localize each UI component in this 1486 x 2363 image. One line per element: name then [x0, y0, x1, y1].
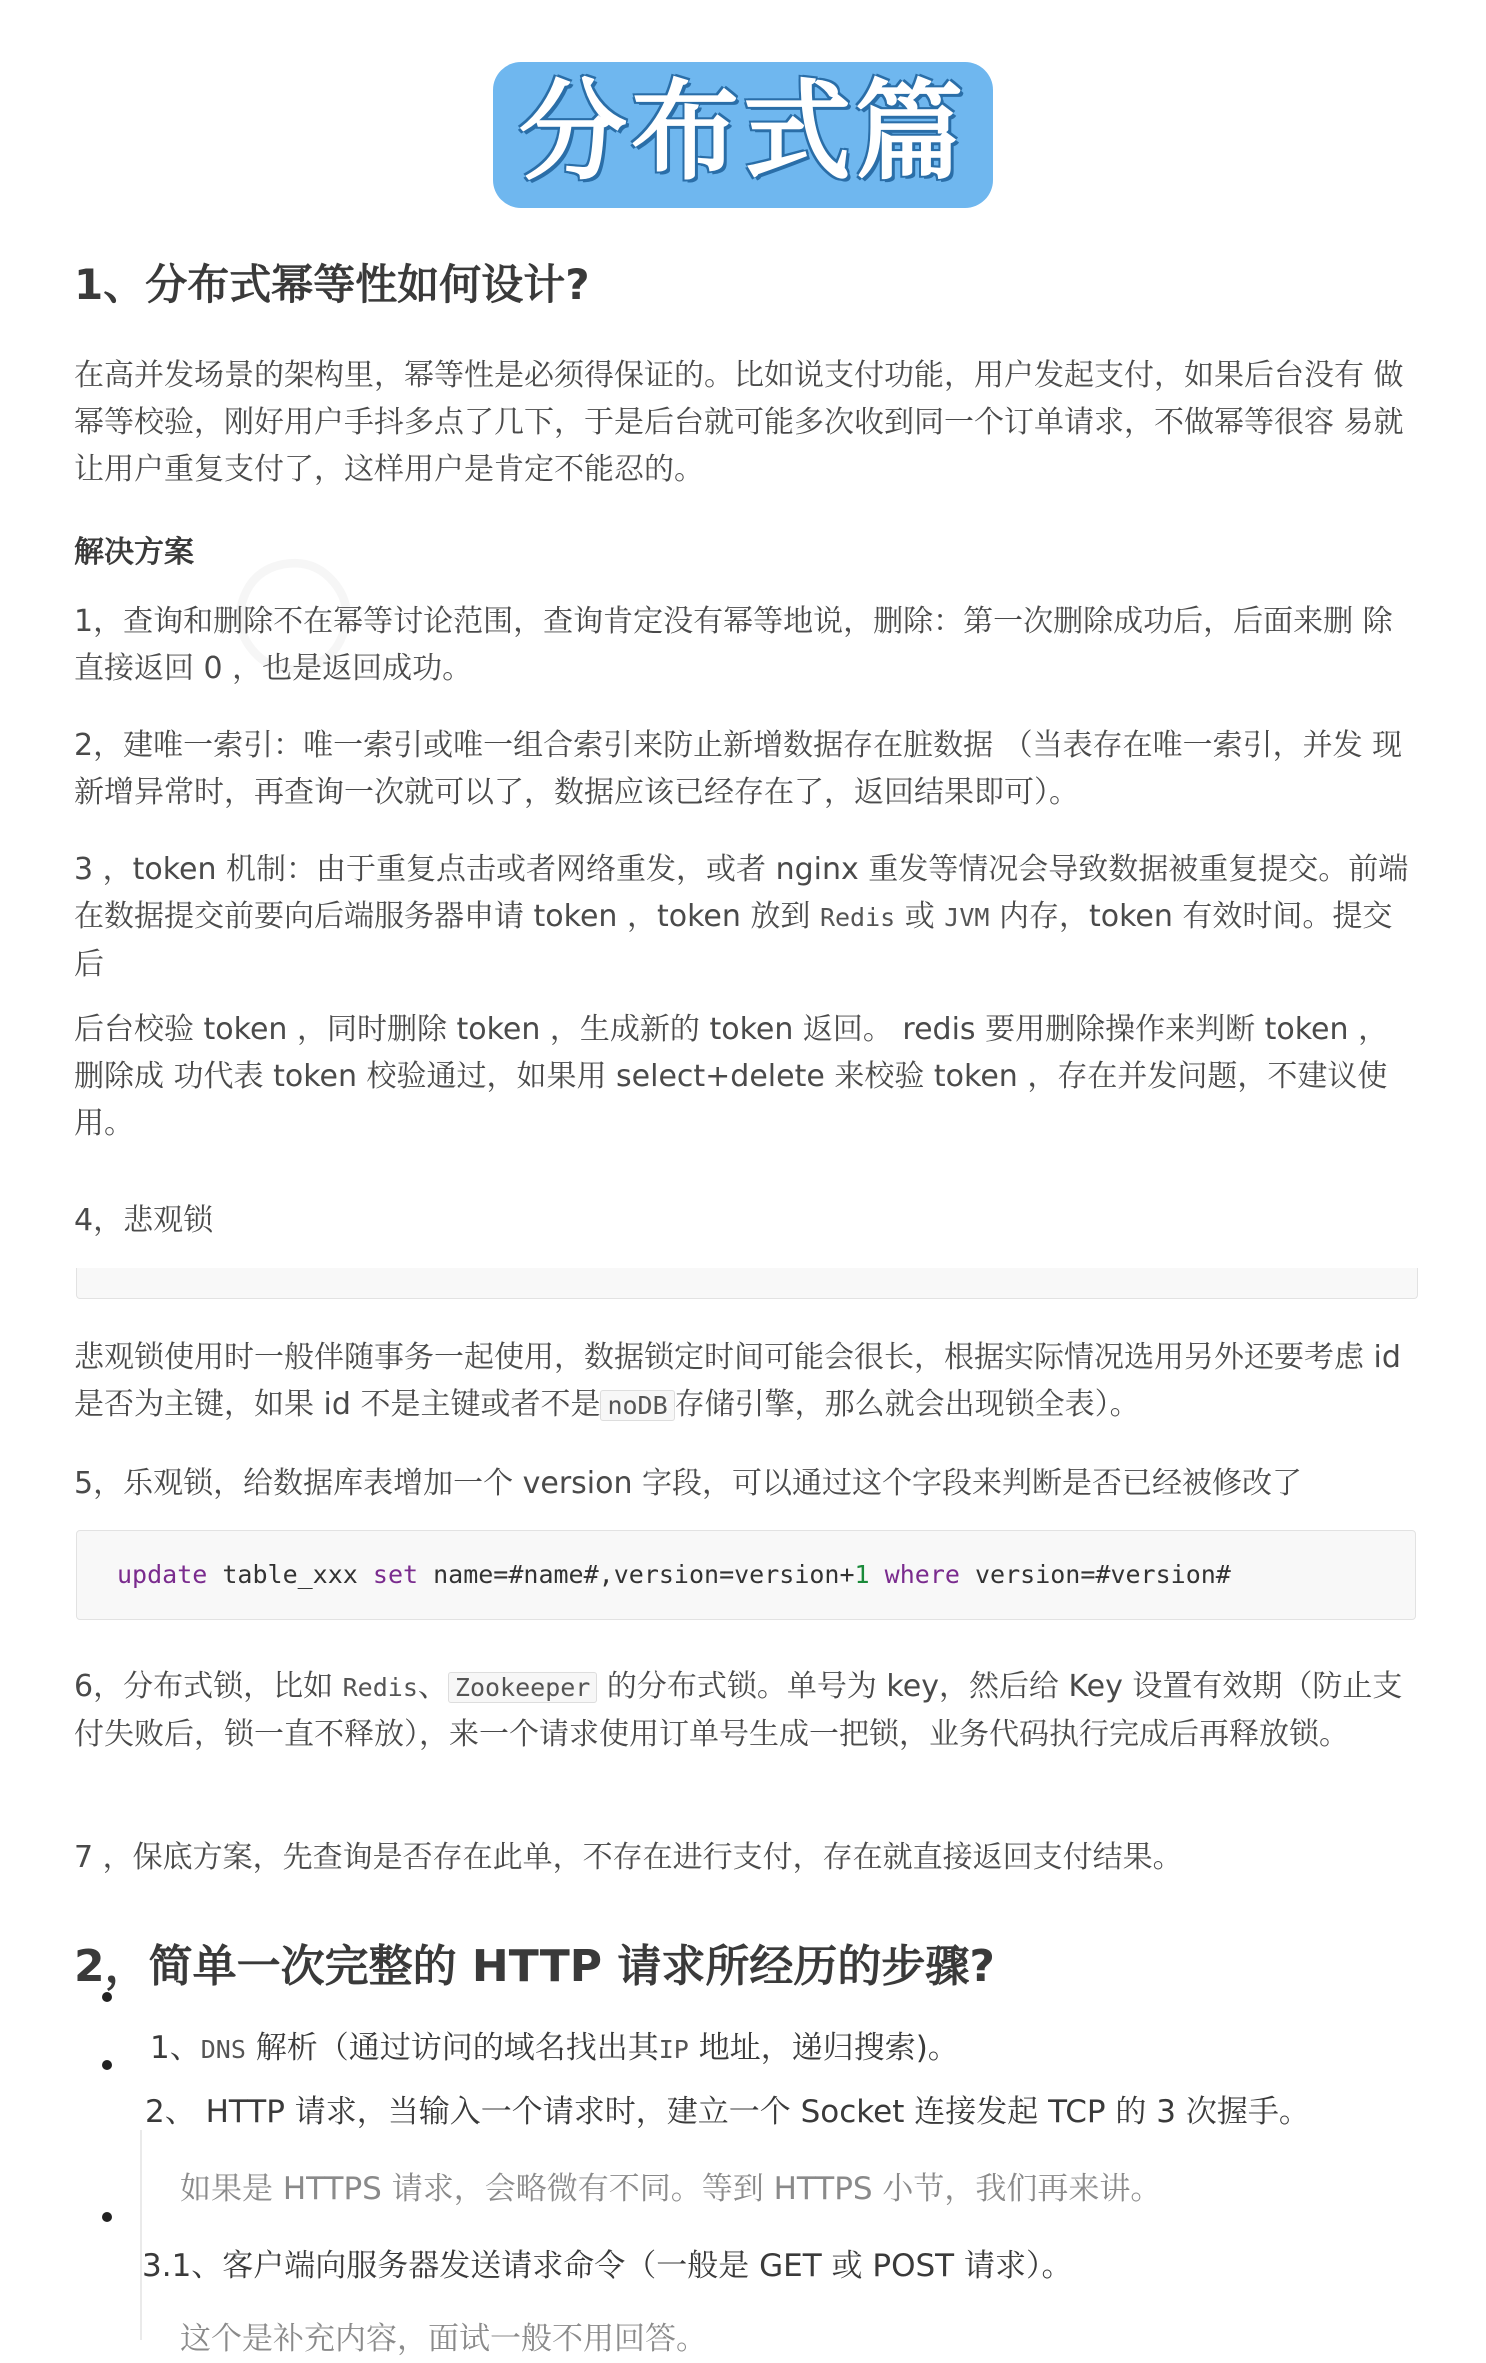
dns-inline-code: DNS [200, 2035, 246, 2064]
q1-intro: 在高并发场景的架构里，幂等性是必须得保证的。比如说支付功能，用户发起支付，如果后台没有 做幂等校验，刚好用户手抖多点了几下，于是后台就可能多次收到同一个订单请求，不做幂等很容 易就让用户重复支付了，这样用户是肯定不能忍的。 [74, 358, 1404, 487]
code-number: 1 [854, 1560, 870, 1589]
title-area [0, 62, 1486, 208]
code-text-3 [870, 1560, 885, 1589]
step-1-num: 1、 [150, 2030, 201, 2066]
step-1 [150, 2025, 959, 2073]
redis-inline-code-2: Redis [342, 1673, 418, 1702]
empty-code-block [76, 1268, 1418, 1299]
solution-4: 4，悲观锁 [74, 1203, 214, 1238]
solution-2: 2，建唯一索引：唯一索引或唯一组合索引来防止新增数据存在脏数据 （当表存在唯一索引，并发 现新增异常时，再查询一次就可以了，数据应该已经存在了，返回结果即可）。 [74, 728, 1403, 810]
solution-6-sep: 、 [417, 1669, 448, 1704]
solution-3 [74, 846, 1414, 988]
innodb-inline-code: noDB [600, 1390, 674, 1421]
step-3: 3.1、客户端向服务器发送请求命令（一般是 GET 或 POST 请求）。 [142, 2248, 1073, 2284]
step-2: 2、 HTTP 请求，当输入一个请求时，建立一个 Socket 连接发起 TCP 的 3 次握手。 [145, 2094, 1310, 2130]
sql-code-block [76, 1530, 1416, 1620]
solution-3-text-a: 3 ，token 机制：由于重复点击或者网络重发，或者 nginx 重发等情况会导致数据被重复提交。前端 在数据提交前要向后端服务器申请 token ，token 放到 [74, 852, 1409, 934]
ip-inline-code: IP [658, 2035, 689, 2064]
list-bullet [102, 2060, 112, 2070]
solution-6 [74, 1663, 1414, 1758]
solution-label: 解决方案 [74, 535, 194, 570]
solution-3-continued: 后台校验 token ，同时删除 token ，生成新的 token 返回。 redis 要用删除操作来判断 token ，删除成 功代表 token 校验通过，如果用 select+delete 来校验 token ，存在并发问题，不建议使用。 [74, 1012, 1389, 1141]
solution-4-desc-a: 悲观锁使用时一般伴随事务一起使用，数据锁定时间可能会很长，根据实际情况选用另外还要考虑 id 是否为主键，如果 id 不是主键或者不是 [74, 1340, 1401, 1422]
solution-5: 5，乐观锁，给数据库表增加一个 version 字段，可以通过这个字段来判断是否已经被修改了 [74, 1466, 1303, 1501]
zookeeper-inline-code: Zookeeper [448, 1672, 597, 1703]
quote-line [140, 2130, 142, 2340]
solution-4-desc [74, 1334, 1414, 1429]
code-text-2: name=#name#,version=version+ [418, 1560, 855, 1589]
code-keyword-set: set [372, 1560, 419, 1589]
step-1-text: 解析（通过访问的域名找出其 [245, 2030, 659, 2066]
code-keyword-update: update [117, 1560, 208, 1589]
solution-6-text-b: 的分布式锁。单号为 key，然后给 Key 设置有效期（防止支 付失败后，锁一直不释放），来一个请求使用订单号生成一把锁，业务代码执行完成后再释放锁。 [74, 1669, 1403, 1752]
step-1-text-end: 地址，递归搜索)。 [688, 2030, 959, 2066]
step-2-note: 如果是 HTTPS 请求，会略微有不同。等到 HTTPS 小节，我们再来讲。 [180, 2171, 1162, 2207]
q1-heading: 1、分布式幂等性如何设计? [74, 260, 590, 309]
redis-inline-code: Redis [819, 903, 896, 932]
step-3-note: 这个是补充内容，面试一般不用回答。 [180, 2321, 707, 2357]
list-bullet [102, 2212, 112, 2222]
page-title: 分布式篇 [493, 62, 993, 208]
q2-heading: 2，简单一次完整的 HTTP 请求所经历的步骤? [74, 1941, 995, 1992]
solution-7: 7 ，保底方案，先查询是否存在此单，不存在进行支付，存在就直接返回支付结果。 [74, 1840, 1183, 1875]
solution-1: 1，查询和删除不在幂等讨论范围，查询肯定没有幂等地说，删除：第一次删除成功后，后面来删 除直接返回 0 ，也是返回成功。 [74, 604, 1393, 686]
code-keyword-where: where [884, 1560, 960, 1589]
solution-3-or: 或 [895, 899, 945, 934]
code-text-1: table_xxx [207, 1560, 373, 1589]
list-bullet [102, 1992, 112, 2002]
code-text-4: version=#version# [959, 1560, 1231, 1589]
solution-6-text-a: 6，分布式锁，比如 [74, 1669, 343, 1704]
solution-4-desc-b: 存储引擎，那么就会出现锁全表）。 [674, 1387, 1140, 1422]
solution-3-text-b: 内存，token 有效时间。提交后 [74, 899, 1393, 982]
jvm-inline-code: JVM [944, 903, 990, 932]
